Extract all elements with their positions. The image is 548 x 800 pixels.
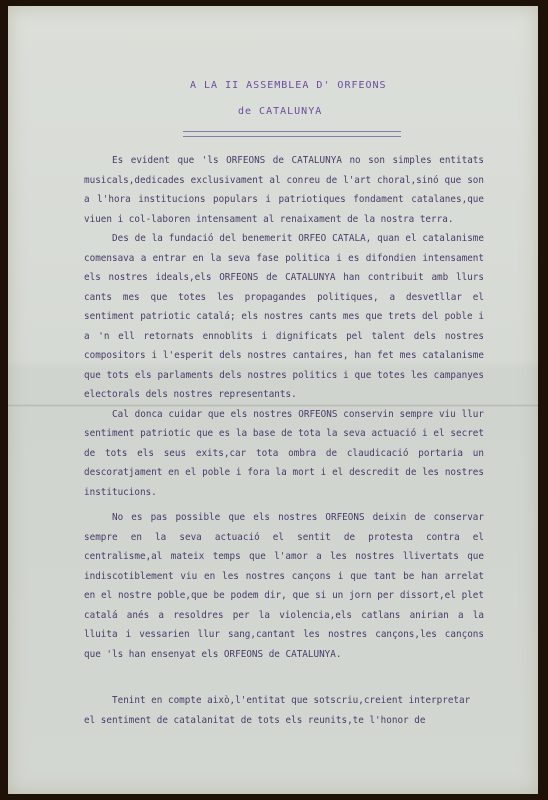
paragraph-2 — [84, 229, 484, 405]
closing-text: Tenint en compte això,l'entitat que sotscriu,creient interpretar el sentiment de catalanitat de tots els reunits,te l'honor de — [84, 695, 471, 726]
document-title: A LA II ASSEMBLEA D' ORFEONS — [190, 80, 387, 91]
closing-paragraph — [84, 691, 484, 730]
document-subtitle: de CATALUNYA — [238, 106, 323, 117]
title-double-rule — [183, 131, 401, 137]
paragraph-4-text: No es pas possible que els nostres ORFEONS deixin de conservar sempre en la seva actuació el sentit de protesta contra el centralisme,al mateix temps que l'amor a les nostres llivertats que indiscotiblement viu en les nostres cançons i que tant be han arrelat en el nostre poble,que be podem dir, que si un jorn per dissort,el plet catalá anés a resoldres per la violencia,els catlans anirian a la lluita i vessarien llur sang,cantant les nostres cançons,les cançons que 'ls han ensenyat els ORFEONS de CATALUNYA. — [84, 512, 484, 660]
paragraph-3-text: Cal donca cuidar que els nostres ORFEONS conservin sempre viu llur sentiment patriotic que es la base de tota la seva actuació i el secret de tots els seus exits,car tota ombra de claudicació portaria un descoratjament en el poble i fora la mort i el descredit de les nostres institucions. — [84, 408, 484, 498]
paragraph-1 — [84, 151, 484, 229]
paragraph-4 — [84, 508, 484, 664]
paragraph-3 — [84, 405, 484, 503]
document-body — [84, 151, 484, 664]
paragraph-2-text: Des de la fundació del benemerit ORFEO CATALA, quan el catalanisme comensava a entrar en la seva fase politica i es difondien intensament els nostres ideals,els ORFEONS de CATALUNYA han contribuit amb llurs cants mes que totes les propagandes politiques, a desvetllar el sentiment patriotic catalá; els nostres cants mes que trets del poble i a 'n ell retornats ennoblits i dignificats pel talent dels nostres compositors i l'esperit dels nostres cantaires, han fet mes catalanisme que tots els parlaments dels nostres politics i que totes les campanyes electorals dels nostres representants. — [84, 233, 484, 400]
paragraph-1-text: Es evident que 'ls ORFEONS de CATALUNYA no son simples entitats musicals,dedicades exclusivament al conreu de l'art choral,sinó que son a l'hora institucions populars i patriotiques fondament catalanes,que viuen i col-laboren intensament al renaixament de la nostra terra. — [84, 155, 484, 225]
